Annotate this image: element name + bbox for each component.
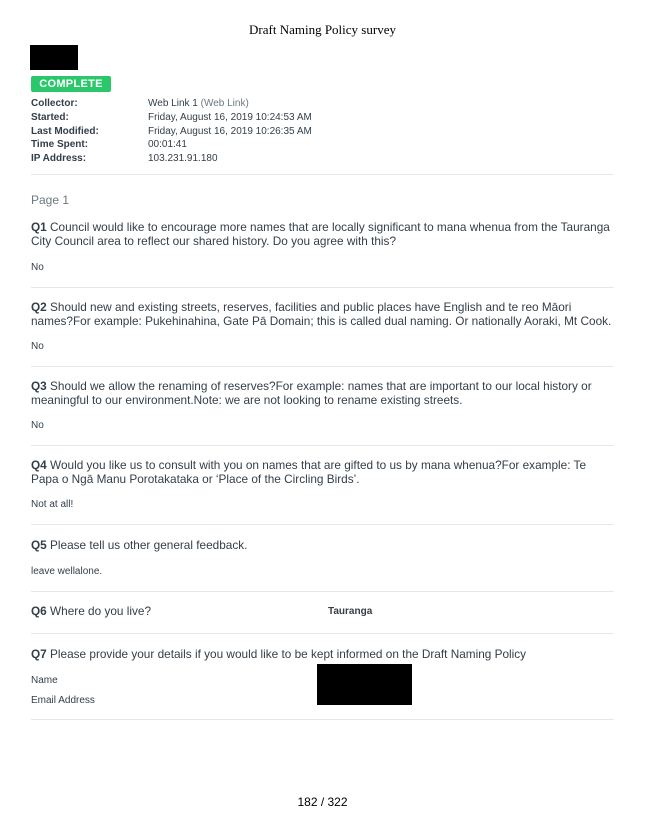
meta-key: Time Spent: [31, 139, 89, 151]
collector-type: (Web Link) [200, 98, 249, 109]
question-6 [31, 605, 311, 619]
answer-2: No [31, 341, 44, 352]
answer-1: No [31, 262, 44, 273]
meta-row-time [31, 138, 615, 152]
question-text: Should we allow the renaming of reserves?For example: names that are important to our local history or meaningful to our environment.Note: we are not looking to rename existing streets. [31, 379, 592, 407]
question-2 [31, 301, 614, 328]
question-text: Should new and existing streets, reserves, facilities and public places have English and te reo Māori names?For example: Pukehinahina, Gate Pā Domain; this is called dual naming. Or nationally Aoraki, Mt Cook. [31, 300, 612, 328]
response-metadata [31, 97, 615, 166]
question-3 [31, 380, 614, 407]
meta-key: Last Modified: [31, 125, 99, 137]
meta-value: 00:01:41 [148, 139, 187, 151]
document-title: Draft Naming Policy survey [249, 22, 396, 37]
question-number: Q1 [31, 220, 47, 234]
meta-value: Friday, August 16, 2019 10:24:53 AM [148, 111, 312, 123]
page-label: Page 1 [31, 193, 70, 207]
question-number: Q4 [31, 458, 47, 472]
question-text: Please tell us other general feedback. [50, 538, 248, 552]
meta-value: 103.231.91.180 [148, 153, 218, 165]
question-4 [31, 459, 614, 486]
answer-3: No [31, 420, 44, 431]
question-7 [31, 648, 614, 662]
meta-key: Collector: [31, 98, 78, 109]
question-number: Q2 [31, 300, 47, 314]
answer-4: Not at all! [31, 499, 74, 510]
question-number: Q3 [31, 379, 47, 393]
meta-value: Friday, August 16, 2019 10:26:35 AM [148, 125, 312, 137]
collector-value: Web Link 1 [148, 98, 198, 109]
divider [31, 366, 614, 367]
field-label-email: Email Address [31, 695, 95, 706]
answer-6: Tauranga [328, 606, 373, 617]
question-5 [31, 539, 614, 553]
meta-key: IP Address: [31, 153, 87, 165]
meta-row-collector [31, 97, 615, 111]
page-number: 182 / 322 [297, 795, 348, 809]
divider [31, 287, 614, 288]
question-text: Would you like us to consult with you on names that are gifted to us by mana whenua?For example: Te Papa o Ngā Manu Porotakataka or ‘Place of the Circling Birds’. [31, 458, 587, 486]
question-number: Q7 [31, 647, 47, 661]
question-text: Where do you live? [50, 604, 152, 618]
question-text: Council would like to encourage more names that are locally significant to mana whenua from the Tauranga City Council area to reflect our shared history. Do you agree with this? [31, 220, 610, 248]
divider [31, 524, 614, 525]
divider [31, 174, 614, 175]
status-badge: COMPLETE [31, 76, 111, 92]
question-number: Q5 [31, 538, 47, 552]
question-1 [31, 221, 614, 248]
answer-5: leave wellalone. [31, 566, 103, 577]
meta-row-started [31, 111, 615, 125]
divider [31, 445, 614, 446]
divider [31, 591, 614, 592]
meta-row-modified [31, 125, 615, 139]
meta-key: Started: [31, 111, 69, 123]
divider [31, 633, 614, 634]
meta-row-ip [31, 152, 615, 166]
question-text: Please provide your details if you would like to be kept informed on the Draft Naming Policy [50, 647, 527, 661]
question-number: Q6 [31, 604, 47, 618]
divider [31, 719, 614, 720]
redacted-logo [30, 45, 78, 70]
redacted-contact-details [317, 664, 412, 705]
meta-value [148, 97, 249, 111]
field-label-name: Name [31, 675, 58, 686]
